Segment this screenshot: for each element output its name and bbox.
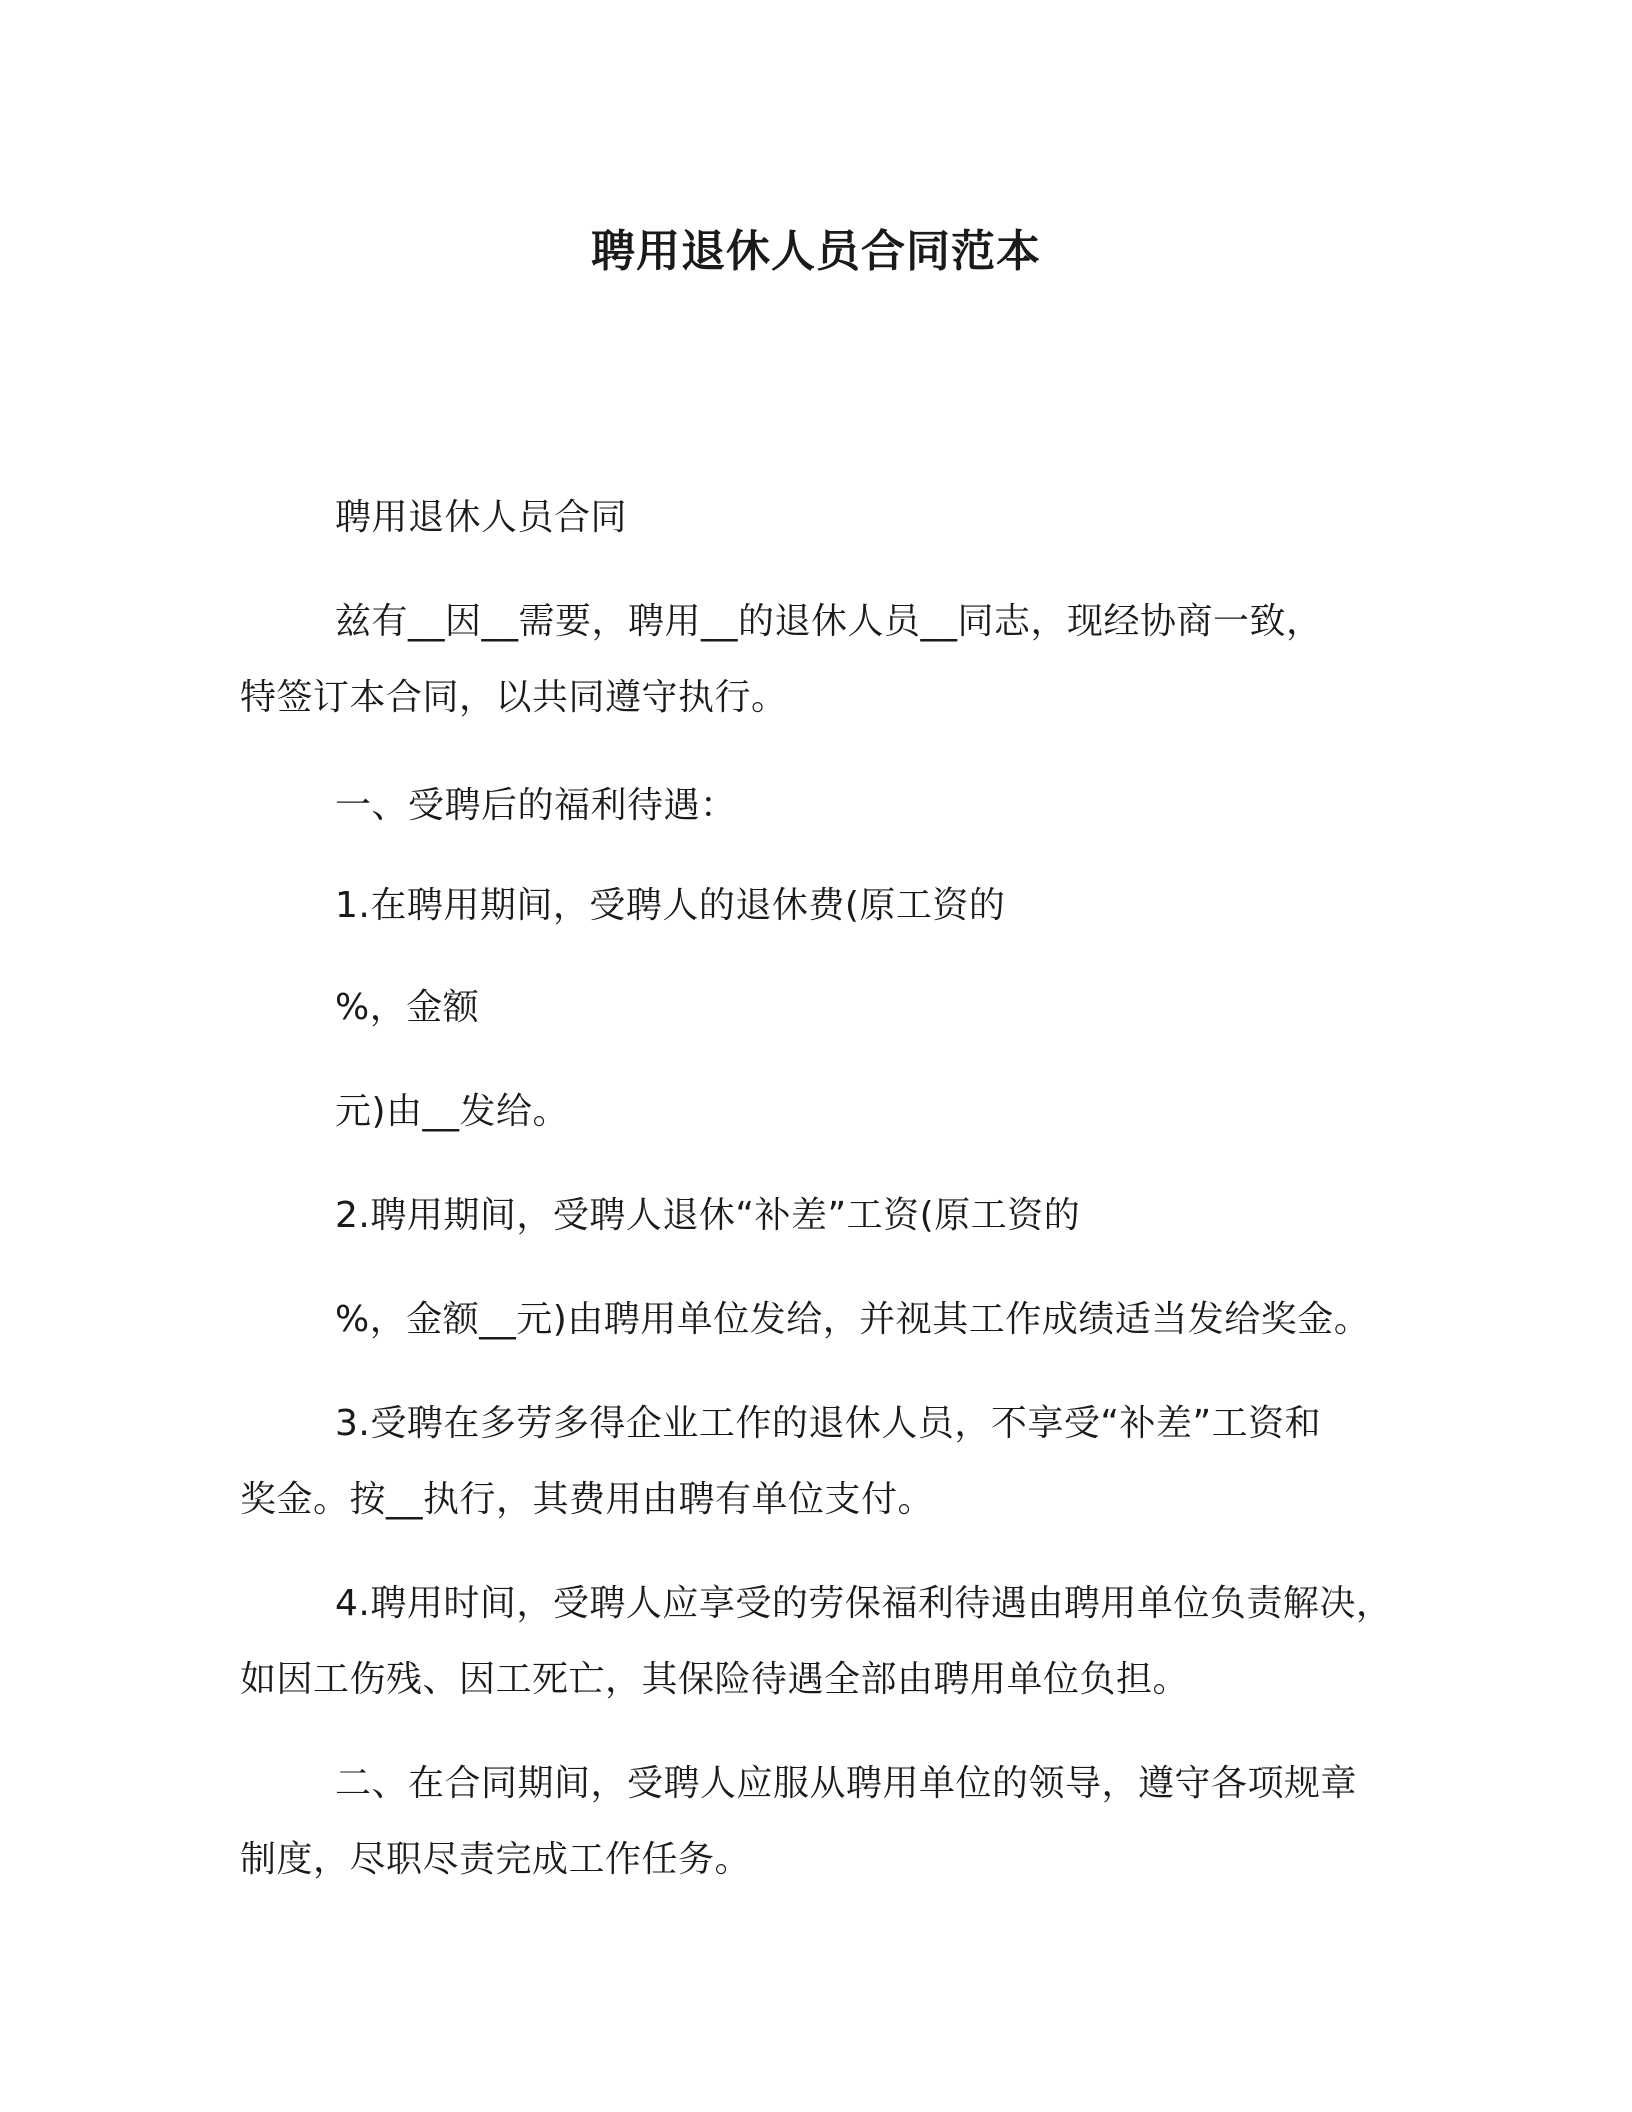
item-3-line-2: 奖金。按__执行，其费用由聘有单位支付。 (240, 1479, 935, 1520)
section-2-line-2: 制度，尽职尽责完成工作任务。 (240, 1839, 752, 1880)
item-1-line-3: 元)由__发给。 (335, 1091, 570, 1132)
item-2-line-2: %，金额__元)由聘用单位发给，并视其工作成绩适当发给奖金。 (335, 1299, 1371, 1340)
item-4-line-2: 如因工伤残、因工死亡，其保险待遇全部由聘用单位负担。 (240, 1659, 1190, 1700)
section-2-line-1: 二、在合同期间，受聘人应服从聘用单位的领导，遵守各项规章 (335, 1763, 1358, 1804)
preamble-line-1: 兹有__因__需要，聘用__的退休人员__同志，现经协商一致， (335, 601, 1323, 642)
document-title: 聘用退休人员合同范本 (591, 226, 1041, 277)
item-2-line-1: 2.聘用期间，受聘人退休“补差”工资(原工资的 (335, 1195, 1081, 1236)
item-4-line-1: 4.聘用时间，受聘人应享受的劳保福利待遇由聘用单位负责解决， (335, 1583, 1393, 1624)
preamble-line-2: 特签订本合同，以共同遵守执行。 (240, 677, 788, 718)
section-1-heading: 一、受聘后的福利待遇： (335, 785, 737, 826)
item-3-line-1: 3.受聘在多劳多得企业工作的退休人员，不享受“补差”工资和 (335, 1403, 1322, 1444)
item-1-line-1: 1.在聘用期间，受聘人的退休费(原工资的 (335, 885, 1006, 926)
item-1-line-2: %，金额 (335, 987, 480, 1028)
contract-subtitle: 聘用退休人员合同 (335, 497, 628, 538)
